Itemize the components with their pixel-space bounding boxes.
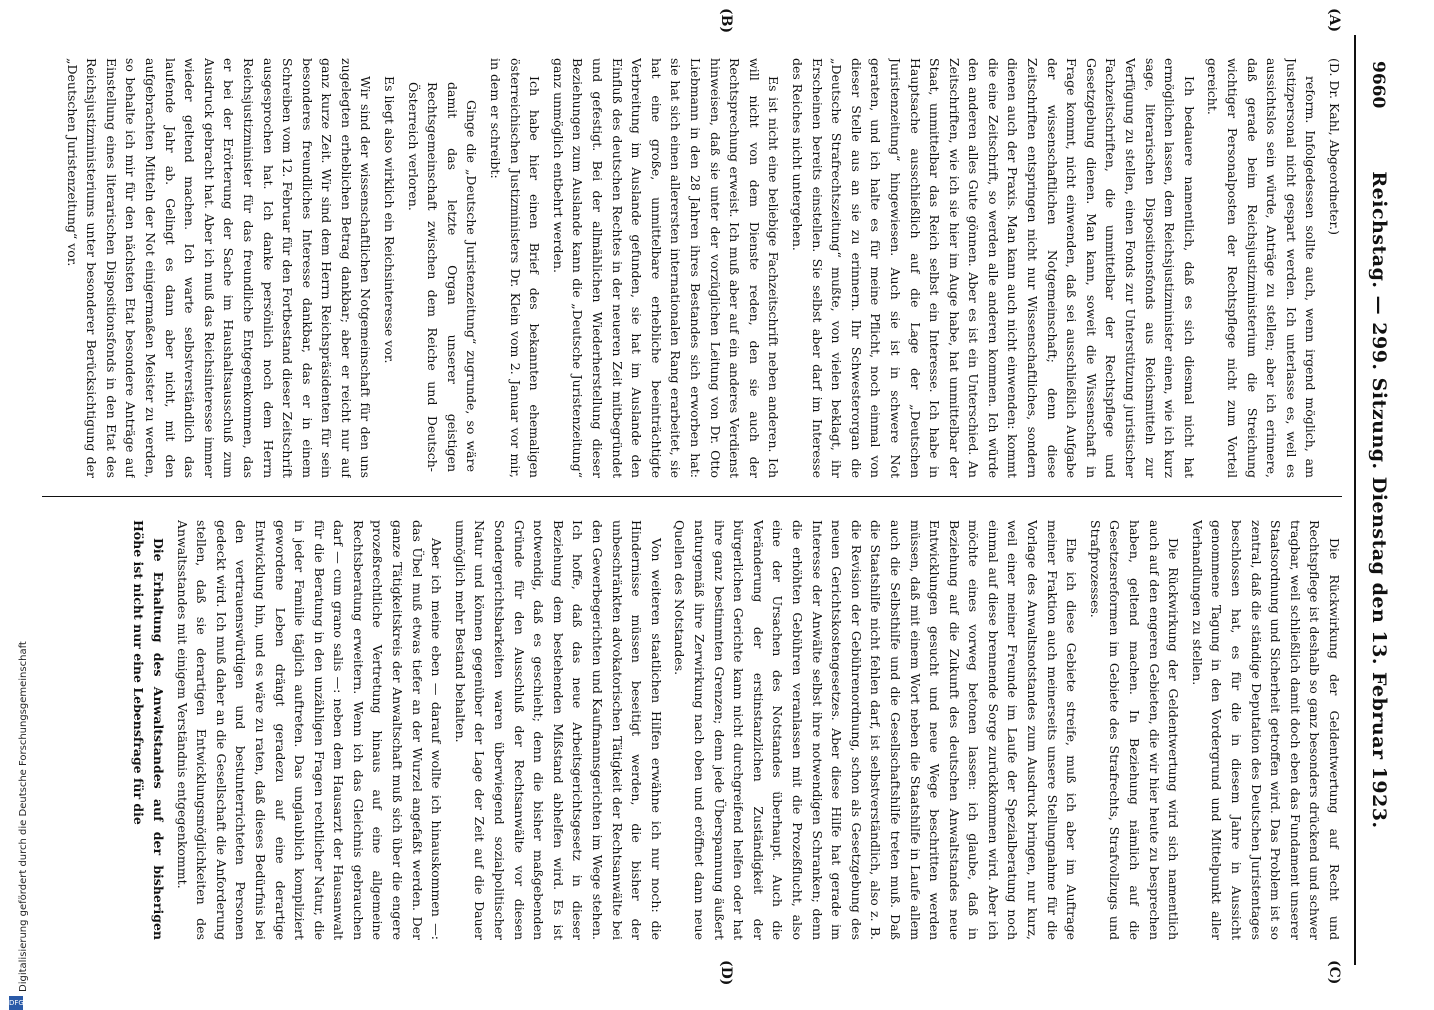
page-number: 9660 [1368,61,1388,109]
paragraph: Es ist nicht eine beliebige Fachzeitschrift neben anderen. Ich will nicht von dem Dienste reden, den sie auch der Rechtsprechung erweist. Ich muß aber auf ein anderes Verdienst hinweisen, daß sie unter der vorzüglichen Leitung von Dr. Otto Liebmann in den 28 Jahren ihres Bestandes sich erworben hat: sie hat sich einen allerersten internationalen Rang erarbeitet, sie hat eine große, unmittelbare erhebliche beeinträchtigte Verbreitung im Auslande gefunden, sie hat im Auslande den Einfluß des deutschen Rechtes in der neueren Zeit mitbegründet und gefestigt. Bei der allmählichen Wiederherstellung dieser Beziehungen zum Auslande kann die „Deutsche Juristenzeitung“ ganz unmöglich entbehrt werden. [550,58,782,478]
credit-text: Digitalisierung gefördert durch die Deutsche Forschungsgemeinschaft [18,641,29,992]
digitization-credit [6,612,29,1007]
column-divider [42,496,1342,497]
paragraph: Ich habe hier einen Brief des bekannten ehemaligen österreichischen Justizministers Dr. Klein vom 2. Januar vor mir, in dem er schreibt: [488,58,543,478]
page-header [1354,35,1396,965]
paragraph: Die Erhaltung des Anwaltstandes auf der bisherigen Höhe ist nicht nur eine Lebensfrage für die [131,520,166,940]
block-quote: Ginge die „Deutsche Juristenzeitung“ zugrunde, so wäre damit das letzte Organ unserer geistigen Rechtsgemeinschaft zwischen dem Reiche und Deutsch-Österreich verloren. [405,82,480,472]
paragraph: Von weiteren staatlichen Hilfen erwähne ich nur noch: die Hindernisse müssen beseitigt werden, die bisher der unbeschränkten advokatorischen Tätigkeit der Rechtsanwälte bei den Gewerbegerichten und Kaufmannsgerichten im Wege stehen. Ich hoffe, daß das neue Arbeitsgerichtsgesetz in dieser Beziehung dem bestehenden Mißstand abhelfen wird. Es ist notwendig, daß es geschieht; denn die bisher maßgebenden Gründe für den Ausschluß der Rechtsanwälte vor diesen Sondergerichtsbarkeiten waren überwiegend sozialpolitischer Natur und können gegenüber der Lage der Zeit auf die Dauer unmöglich mehr Bestand behalten. [452,520,664,940]
paragraph: Wir sind der wissenschaftlichen Notgemeinschaft für den uns zugelegten erheblichen Betrag dankbar; aber er reicht nur auf ganz kurze Zeit. Wir sind dem Herrn Reichspräsidenten für sein besonderes freundliches Interesse dankbar, das er in einem Schreiben vom 12. Februar für den Fortbestand dieser Zeitschrift ausgesprochen hat. Ich danke persönlich noch dem Herrn Reichsjustizminister für das freundliche Entgegenkommen, das er bei der Erörterung der Sache im Haushaltsausschuß zum Ausdruck gebracht hat. Aber ich muß das Reichsinteresse immer wieder geltend machen. Ich warte selbstverständlich das laufende Jahr ab. Gelingt es dann aber nicht, mit den aufgebrachten Mitteln der Not einigermaßen Meister zu werden, so behalte ich mir für den nächsten Etat besondere Anträge auf Einstellung eines literarischen Dispositionsfonds in den Etat des Reichsjustizministeriums unter besonderer Berücksichtigung der „Deutschen Juristenzeitung“ vor. [64,58,374,478]
paragraph: Aber ich meine eben — darauf wollte ich hinauskommen —: das Übel muß etwas tiefer an der Wurzel angefaßt werden. Der ganze Tätigkeitskreis der Anwaltschaft muß sich über die engere prozeßrechtliche Vertretung hinaus auf eine allgemeine Rechtsberatung erweitern. Wenn ich das Gleichnis gebrauchen darf — cum grano salis —: neben dem Hausarzt der Hausanwalt für die Beratung in den unzähligen Fragen rechtlicher Natur, die in jeder Familie täglich auftreten. Das unglaublich kompliziert gewordene Leben drängt geradezu auf eine derartige Entwicklung hin, und es wäre zu raten, daß dieses Bedürfnis bei den vertrauenswürdigen und bestunterrichteten Personen gedeckt wird. Ich muß daher an die Gesellschaft die Anforderung stellen, daß sie derartigen Entwicklungsmöglichkeiten des Anwaltsstandes mit einigem Verständnis entgegenkommt. [174,520,445,940]
margin-marker-b: (B) [718,8,734,34]
margin-marker-a: (A) [1326,8,1342,33]
paragraph: Ich bedauere namentlich, daß es sich diesmal nicht hat ermöglichen lassen, dem Reichsjustizminister einen, wie ich kurz sage, literarischen Dispositionsfonds aus Reichsmitteln zur Verfügung zu stellen, einen Fonds zur Unterstützung juristischer Fachzeitschriften, die unmittelbar der Rechtspflege und Gesetzgebung dienen. Man kann, soweit die Wissenschaft in Frage kommt, nicht einwenden, daß sei ausschließlich Aufgabe der wissenschaftlichen Notgemeinschaft; denn diese Zeitschriften entspringen nicht nur Wissenschaftliches, sondern dienen auch der Praxis. Man kann auch nicht einwenden: kommt die eine Zeitschrift, so werden alle anderen kommen. Ich würde den anderen alles Gute gönnen. Aber es ist ein Unterschied. An Zeitschriften, wie ich sie hier im Auge habe, hat unmittelbar der Staat, unmittelbar das Reich selbst ein Interesse. Ich habe in Hauptsache ausschließlich auf die Lage der „Deutschen Juristenzeitung“ hingewiesen. Auch sie ist in schwere Not geraten, und ich halte es für meine Pflicht, noch einmal von dieser Stelle aus an sie zu erinnern. Ihr Schwesterorgan die „Deutsche Strafrechtszeitung“ mußte, von vielen beklagt, ihr Erscheinen bereits einstellen. Sie selbst aber darf im Interesse des Reiches nicht untergehen. [789,58,1197,478]
paragraph: Die Rückwirkung der Geldentwertung auf Recht und Rechtspflege ist deshalb so ganz besonders drückend und schwer tragbar, weil schließlich damit doch eben das Fundament unserer Staatsordnung und Sicherheit getroffen wird. Das Problem ist so zentral, daß die ständige Deputation des Deutschen Juristentages beschlossen hat, es für die in diesem Jahre in Aussicht genommene Tagung in den Vordergrund und Mittelpunkt aller Verhandlungen zu stellen. [1189,520,1342,940]
speaker-line: (D. Dr. Kahl, Abgeordneter.) [1327,58,1342,236]
left-text-column [34,58,1344,478]
right-text-column [34,520,1344,940]
page-title: Reichstag. — 299. Sitzung. Dienstag den 13. Februar 1923. [1368,171,1390,829]
paragraph: reform. Infolgedessen sollte auch, wenn irgend möglich, am Justizpersonal nicht gespart werden. Ich unterlasse es, weil es aussichtslos sein würde, Anträge zu stellen; aber ich erinnere, daß gerade beim Reichsjustizministerium die Streichung wichtiger Personalposten der Rechtspflege nicht zum Vorteil gereicht. [1205,58,1319,478]
margin-marker-c: (C) [1326,960,1342,985]
paragraph: Ehe ich diese Gebiete streife, muß ich aber im Auftrage meiner Fraktion auch meinerseits unsere Stellungnahme für die Vorlage des Anwaltsnotstandes zum Ausdruck bringen, nur kurz, weil einer meiner Freunde im Laufe der Spezialberatung noch einmal auf diese brennende Sorge zurückkommen wird. Aber ich möchte eines vorweg betonen lassen: ich glaube, daß in Beziehung auf die Zukunft des deutschen Anwaltstandes neue Entwicklungen gesucht und neue Wege beschritten werden müssen, daß mit einem Wort neben die Staatshilfe in Laufe allem auch die Selbsthilfe und die Gesellschaftshilfe treten muß. Daß die Staatshilfe nicht fehlen darf, ist selbstverständlich, also z. B. die Revision der Gebührenordnung, schon als Gesetzgebung des neuen Gerichtskostengesetzes. Aber diese Hilfe hat gerade im Interesse der Anwälte selbst ihre notwendigen Schranken; denn die erhöhten Gebühren veranlassen mit die Prozeßflucht, also eine der Ursachen des Notstandes überhaupt. Auch die Veränderung der erstinstanzlichen Zuständigkeit der bürgerlichen Gerichte kann nicht durchgreifend helfen oder hat ihre ganz bestimmten Grenzen; denn jede Überspannung äußert naturgemäß ihre Zerwirkung nach oben und eröffnet dann neue Quellen des Notstandes. [672,520,1080,940]
dfg-logo: DFG [9,996,23,1010]
margin-marker-d: (D) [718,960,734,986]
paragraph: Die Rückwirkung der Geldentwertung wird sich namentlich auch auf den engeren Gebieten, die wir hier heute zu besprechen haben, geltend machen. In Beziehung nämlich auf die Gesetzesreformen im Gebiete des Strafrechts, Strafvollzugs und Strafprozesses. [1087,520,1182,940]
paragraph: Es liegt also wirklich ein Reichsinteresse vor. [382,76,398,364]
